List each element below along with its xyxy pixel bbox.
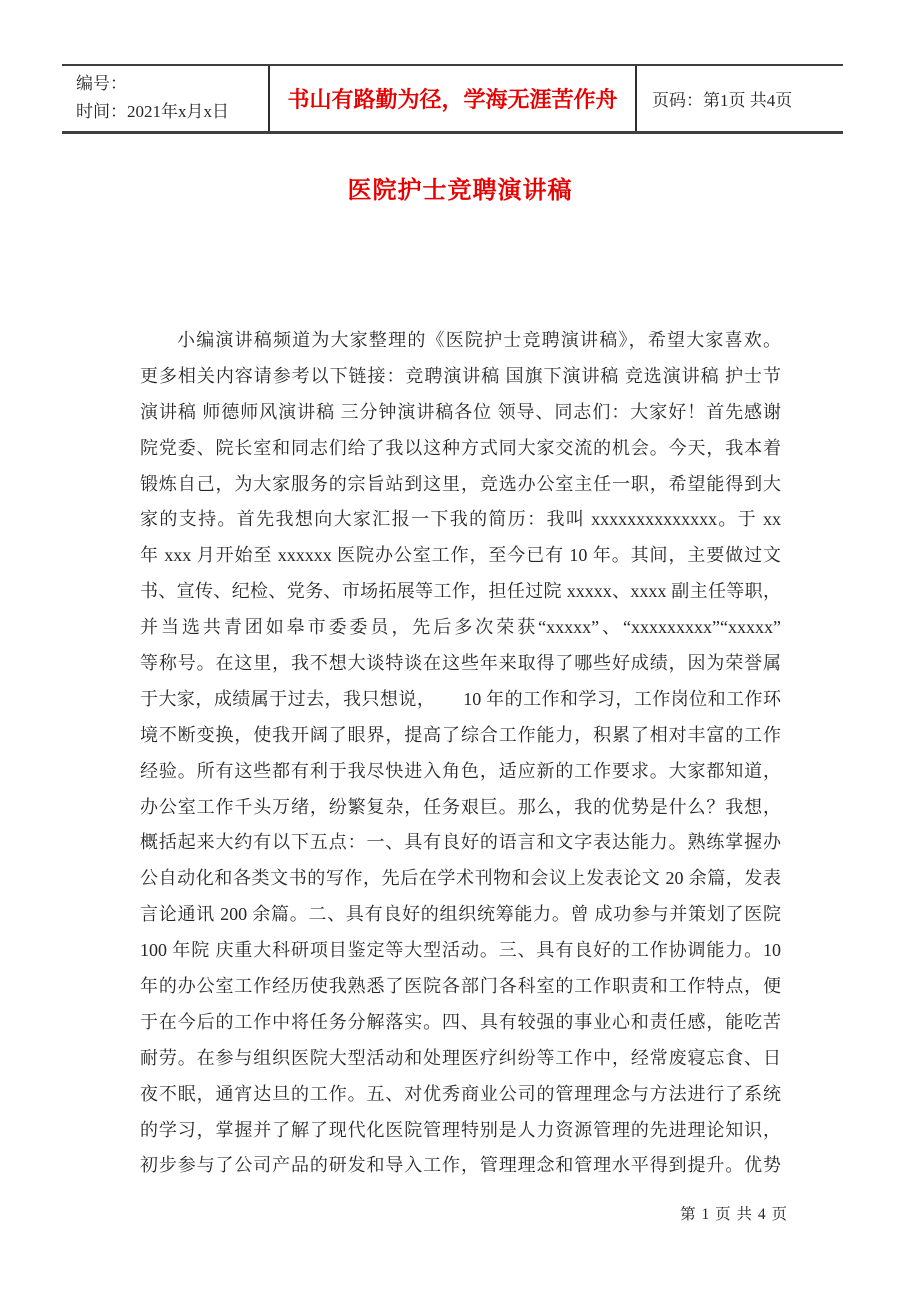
body-line: 家的支持。首先我想向大家汇报一下我的简历：我叫 xxxxxxxxxxxxxx。于 xx [140,509,781,530]
body-line: 等称号。在这里，我不想大谈特谈在这些年来取得了哪些好成绩，因为荣誉属 [140,653,781,674]
body-text [140,323,781,1184]
body-line: 年 xxx 月开始至 xxxxxx 医院办公室工作，至今已有 10 年。其间，主要做过文 [140,545,781,566]
body-line: 锻炼自己，为大家服务的宗旨站到这里，竞选办公室主任一职，希望能得到大 [140,473,781,494]
body-line: 于大家，成绩属于过去，我只想说， 10 年的工作和学习，工作岗位和工作环 [140,688,781,709]
body-line: 于在今后的工作中将任务分解落实。四、具有较强的事业心和责任感，能吃苦 [140,1011,781,1032]
header-cell-page [637,66,843,131]
body-line: 办公室工作千头万绪，纷繁复杂，任务艰巨。那么，我的优势是什么？我想， [140,796,781,817]
body-line: 夜不眠，通宵达旦的工作。五、对优秀商业公司的管理理念与方法进行了系统 [140,1083,781,1104]
body-line: 小编演讲稿频道为大家整理的《医院护士竞聘演讲稿》，希望大家喜欢。 [177,330,781,350]
document-title: 医院护士竞聘演讲稿 [347,178,573,204]
header-page-info: 页码：第1页 共4页 [652,91,793,110]
body-line: 初步参与了公司产品的研发和导入工作，管理理念和管理水平得到提升。优势 [140,1155,781,1176]
header-cell-motto [268,66,637,131]
body-line: 演讲稿 师德师风演讲稿 三分钟演讲稿各位 领导、同志们：大家好！首先感谢 [140,401,781,422]
header-cell-meta [62,66,268,131]
body-line: 100 年院 庆重大科研项目鉴定等大型活动。三、具有良好的工作协调能力。10 [140,940,781,961]
body-line: 年的办公室工作经历使我熟悉了医院各部门各科室的工作职责和工作特点，便 [140,976,781,997]
body-line: 公自动化和各类文书的写作，先后在学术刊物和会议上发表论文 20 余篇，发表 [140,868,781,889]
body-line: 耐劳。在参与组织医院大型活动和处理医疗纠纷等工作中，经常废寝忘食、日 [140,1047,781,1068]
header-table [62,64,843,134]
doc-number: 编号： [76,74,127,93]
footer-page-number: 第 1 页 共 4 页 [680,1206,788,1223]
body-line: 书、宣传、纪检、党务、市场拓展等工作，担任过院 xxxxx、xxxx 副主任等职， [140,581,781,602]
header-motto: 书山有路勤为径，学海无涯苦作舟 [287,87,618,112]
body-line: 院党委、院长室和同志们给了我以这种方式同大家交流的机会。今天，我本着 [140,437,781,458]
body-line: 并当选共青团如皋市委委员，先后多次荣获“xxxxx”、“xxxxxxxxx”“xxxxx” [140,617,781,638]
body-line: 经验。所有这些都有利于我尽快进入角色，适应新的工作要求。大家都知道， [140,760,781,781]
body-line: 更多相关内容请参考以下链接：竞聘演讲稿 国旗下演讲稿 竞选演讲稿 护士节 [140,365,781,386]
body-line: 概括起来大约有以下五点：一、具有良好的语言和文字表达能力。熟练掌握办 [140,832,781,853]
body-line: 的学习，掌握并了解了现代化医院管理特别是人力资源管理的先进理论知识， [140,1119,781,1140]
doc-date: 时间：2021年x月x日 [76,102,229,121]
body-line: 言论通讯 200 余篇。二、具有良好的组织统筹能力。曾 成功参与并策划了医院 [140,904,781,925]
body-line: 境不断变换，使我开阔了眼界，提高了综合工作能力，积累了相对丰富的工作 [140,724,781,745]
